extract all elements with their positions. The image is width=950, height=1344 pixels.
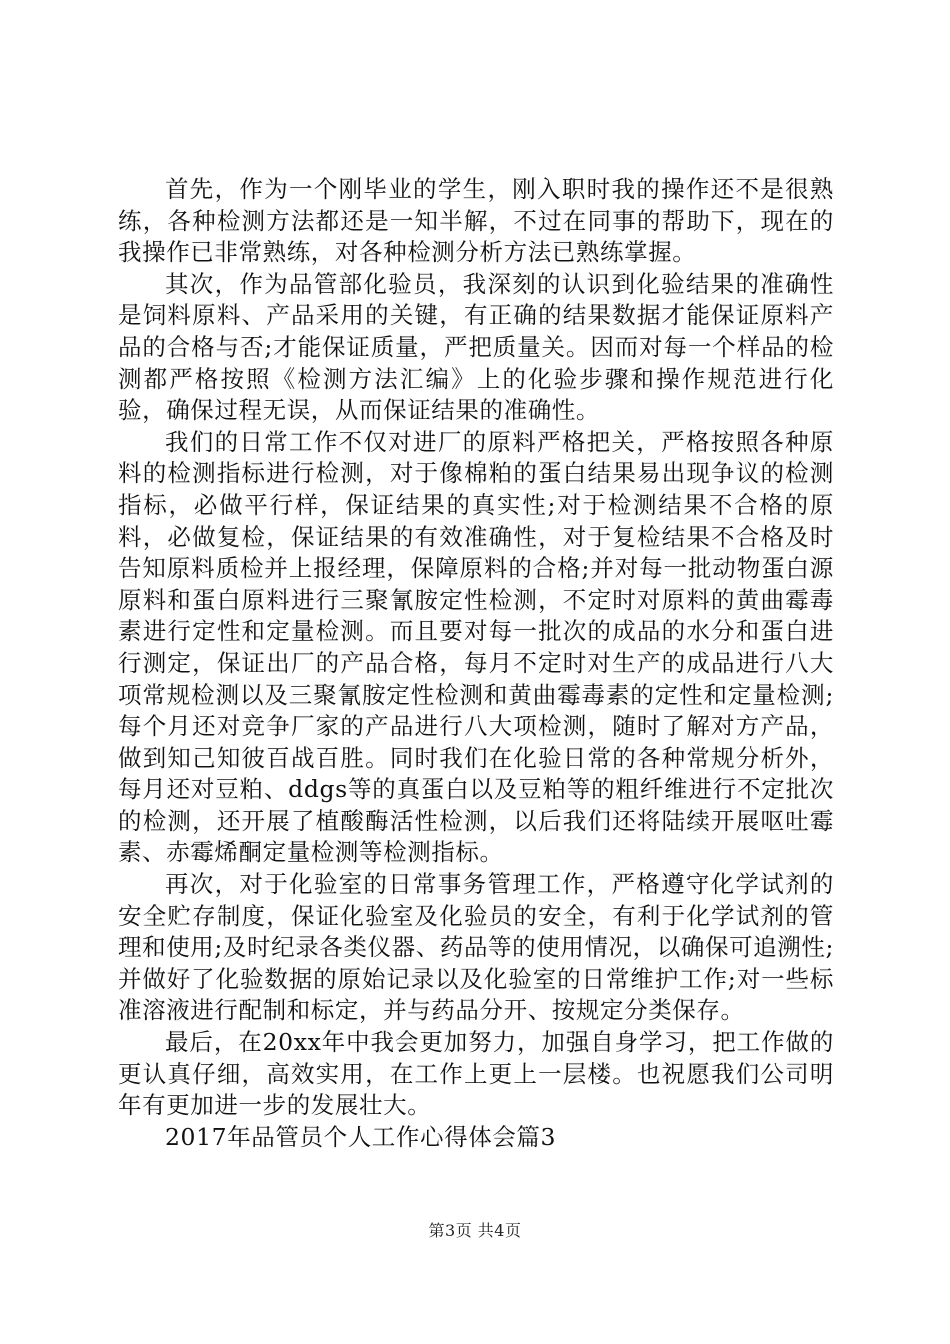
paragraph-5: 最后，在20xx年中我会更加努力，加强自身学习，把工作做的更认真仔细，高效实用，在工作上更上一层楼。也祝愿我们公司明年有更加进一步的发展壮大。 (118, 1028, 834, 1120)
paragraph-1: 首先，作为一个刚毕业的学生，刚入职时我的操作还不是很熟练，各种检测方法都还是一知半解，不过在同事的帮助下，现在的我操作已非常熟练，对各种检测分析方法已熟练掌握。 (118, 175, 834, 267)
paragraph-3: 我们的日常工作不仅对进厂的原料严格把关，严格按照各种原料的检测指标进行检测，对于像棉粕的蛋白结果易出现争议的检测指标，必做平行样，保证结果的真实性;对于检测结果不合格的原料，必做复检，保证结果的有效准确性，对于复检结果不合格及时告知原料质检并上报经理，保障原料的合格;并对每一批动物蛋白源原料和蛋白原料进行三聚氰胺定性检测，不定时对原料的黄曲霉毒素进行定性和定量检测。而且要对每一批次的成品的水分和蛋白进行测定，保证出厂的产品合格，每月不定时对生产的成品进行八大项常规检测以及三聚氰胺定性检测和黄曲霉毒素的定性和定量检测;每个月还对竞争厂家的产品进行八大项检测，随时了解对方产品，做到知己知彼百战百胜。同时我们在化验日常的各种常规分析外，每月还对豆粕、ddgs等的真蛋白以及豆粕等的粗纤维进行不定批次的检测，还开展了植酸酶活性检测，以后我们还将陆续开展呕吐霉素、赤霉烯酮定量检测等检测指标。 (118, 427, 834, 867)
page-number-footer: 第3页 共4页 (428, 1221, 522, 1240)
paragraph-2: 其次，作为品管部化验员，我深刻的认识到化验结果的准确性是饲料原料、产品采用的关键，有正确的结果数据才能保证原料产品的合格与否;才能保证质量，严把质量关。因而对每一个样品的检测都严格按照《检测方法汇编》上的化验步骤和操作规范进行化验，确保过程无误，从而保证结果的准确性。 (118, 269, 834, 425)
document-body (118, 174, 834, 1153)
section-heading: 2017年品管员个人工作心得体会篇3 (165, 1122, 557, 1151)
paragraph-4: 再次，对于化验室的日常事务管理工作，严格遵守化学试剂的安全贮存制度，保证化验室及化验员的安全，有利于化学试剂的管理和使用;及时纪录各类仪器、药品等的使用情况，以确保可追溯性;并做好了化验数据的原始记录以及化验室的日常维护工作;对一些标准溶液进行配制和标定，并与药品分开、按规定分类保存。 (118, 870, 834, 1025)
